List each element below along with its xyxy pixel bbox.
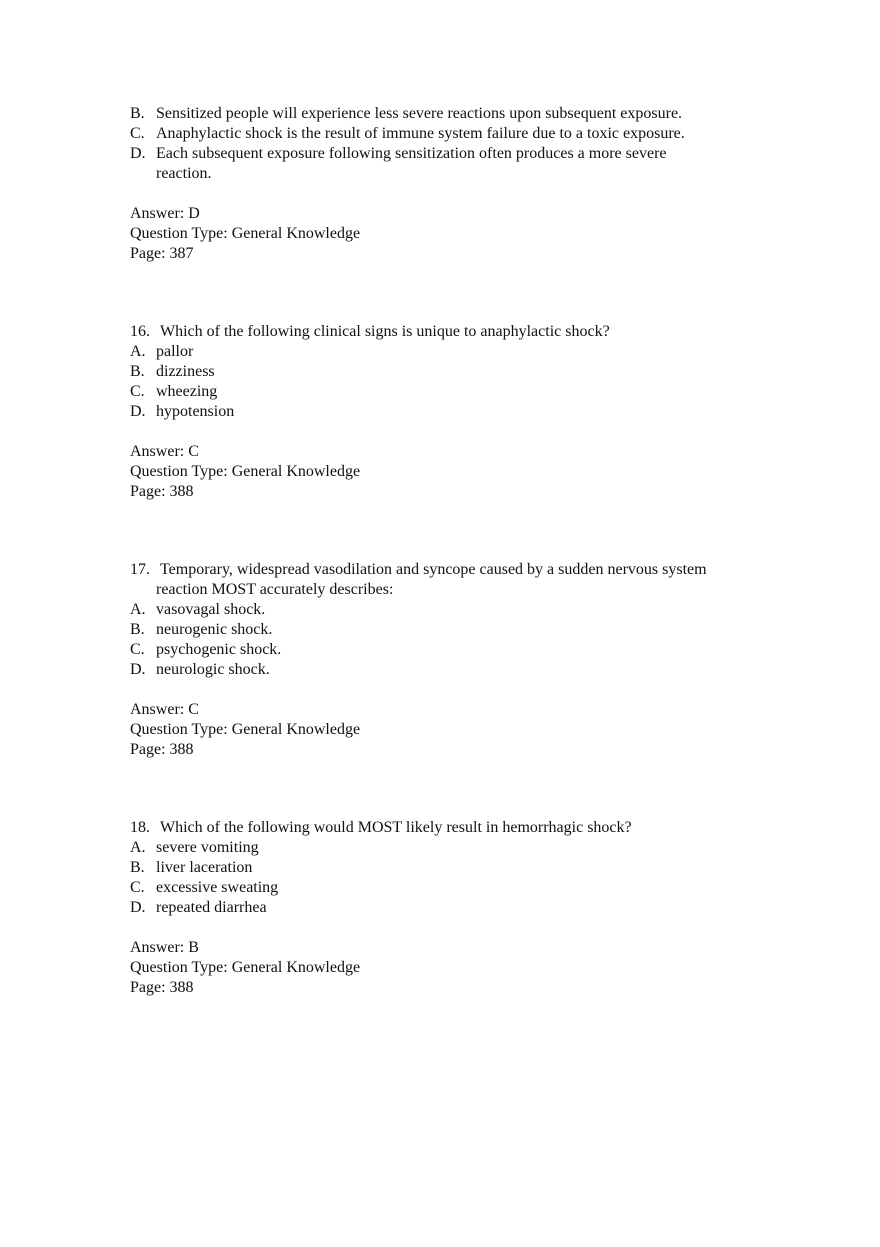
option-text: Anaphylactic shock is the result of immune system failure due to a toxic exposure.: [156, 125, 685, 142]
question-stem: [130, 818, 770, 838]
question-text: Which of the following would MOST likely result in hemorrhagic shock?: [160, 819, 632, 836]
option-text-continued: reaction.: [156, 165, 212, 182]
answer-line: Answer: C: [130, 443, 199, 460]
question-16: [130, 322, 770, 502]
option-letter: C.: [130, 641, 145, 658]
answer-line: Answer: C: [130, 701, 199, 718]
option-text: neurologic shock.: [156, 661, 270, 678]
option-a: [130, 838, 770, 858]
option-letter: D.: [130, 403, 146, 420]
option-text: hypotension: [156, 403, 235, 420]
option-text: pallor: [156, 343, 194, 360]
option-c: [130, 878, 770, 898]
question-17: [130, 560, 770, 760]
option-a: [130, 600, 770, 620]
option-text: liver laceration: [156, 859, 253, 876]
option-letter: A.: [130, 601, 146, 618]
question-18: [130, 818, 770, 998]
option-letter: B.: [130, 621, 145, 638]
question-text-continued: reaction MOST accurately describes:: [156, 581, 394, 598]
option-text: excessive sweating: [156, 879, 279, 896]
question-type-line: Question Type: General Knowledge: [130, 225, 361, 242]
option-letter: B.: [130, 105, 145, 122]
page-reference-line: Page: 388: [130, 741, 194, 758]
option-letter: D.: [130, 899, 146, 916]
option-d: [130, 144, 770, 164]
answer-line: Answer: D: [130, 205, 200, 222]
document-page: [130, 104, 770, 998]
page-reference-line: Page: 388: [130, 483, 194, 500]
question-number: 18.: [130, 819, 150, 836]
option-c: [130, 640, 770, 660]
option-text: Each subsequent exposure following sensitization often produces a more severe: [156, 145, 667, 162]
option-b: [130, 620, 770, 640]
option-text: psychogenic shock.: [156, 641, 282, 658]
option-d: [130, 402, 770, 422]
option-c: [130, 124, 770, 144]
option-letter: B.: [130, 859, 145, 876]
option-letter: A.: [130, 839, 146, 856]
option-text: neurogenic shock.: [156, 621, 273, 638]
question-stem-continued: [130, 580, 770, 600]
option-text: severe vomiting: [156, 839, 259, 856]
question-number: 16.: [130, 323, 150, 340]
option-text: Sensitized people will experience less severe reactions upon subsequent exposure.: [156, 105, 683, 122]
question-text: Which of the following clinical signs is unique to anaphylactic shock?: [160, 323, 610, 340]
option-b: [130, 362, 770, 382]
option-letter: B.: [130, 363, 145, 380]
question-text: Temporary, widespread vasodilation and syncope caused by a sudden nervous system: [160, 561, 707, 578]
option-b: [130, 104, 770, 124]
page-reference-line: Page: 387: [130, 245, 194, 262]
option-d: [130, 660, 770, 680]
option-letter: C.: [130, 125, 145, 142]
question-stem: [130, 322, 770, 342]
option-letter: D.: [130, 145, 146, 162]
option-text: dizziness: [156, 363, 215, 380]
question-stem: [130, 560, 770, 580]
option-text: wheezing: [156, 383, 218, 400]
answer-line: Answer: B: [130, 939, 199, 956]
option-b: [130, 858, 770, 878]
page-reference-line: Page: 388: [130, 979, 194, 996]
question-15-continued: [130, 104, 770, 264]
option-letter: C.: [130, 383, 145, 400]
option-d: [130, 898, 770, 918]
option-text: vasovagal shock.: [156, 601, 266, 618]
option-c: [130, 382, 770, 402]
question-type-line: Question Type: General Knowledge: [130, 721, 361, 738]
question-type-line: Question Type: General Knowledge: [130, 959, 361, 976]
question-number: 17.: [130, 561, 150, 578]
option-letter: D.: [130, 661, 146, 678]
option-text: repeated diarrhea: [156, 899, 267, 916]
option-letter: A.: [130, 343, 146, 360]
question-type-line: Question Type: General Knowledge: [130, 463, 361, 480]
option-a: [130, 342, 770, 362]
option-d-continued: [130, 164, 770, 184]
option-letter: C.: [130, 879, 145, 896]
